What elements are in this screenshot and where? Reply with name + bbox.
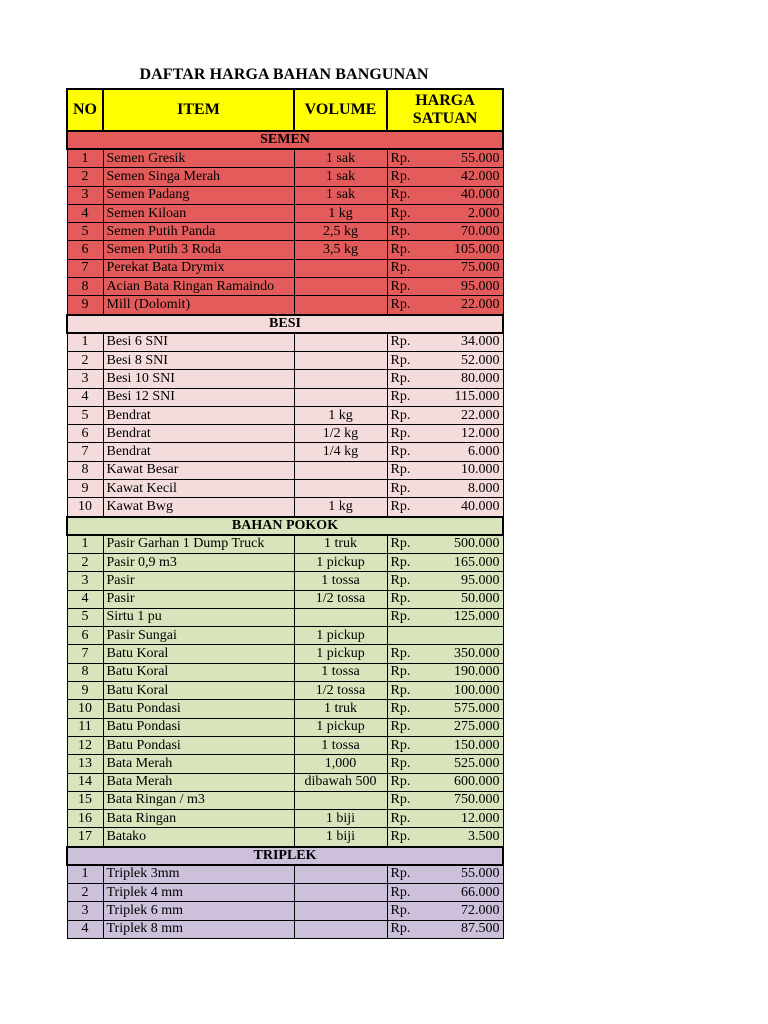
row-no: 16 (67, 810, 103, 828)
row-volume: 1/4 kg (294, 443, 387, 461)
row-no: 13 (67, 755, 103, 773)
table-row (67, 186, 503, 204)
row-no: 3 (67, 186, 103, 204)
row-volume: 1 pickup (294, 718, 387, 736)
row-volume: 1 tossa (294, 572, 387, 590)
row-volume (294, 920, 387, 938)
row-currency: Rp. (387, 296, 425, 315)
row-price: 275.000 (425, 718, 503, 736)
section-header-pokok (67, 517, 503, 535)
row-item: Semen Putih 3 Roda (103, 241, 294, 259)
row-volume (294, 333, 387, 352)
row-currency: Rp. (387, 828, 425, 847)
table-row (67, 425, 503, 443)
row-price: 2.000 (425, 204, 503, 222)
row-price: 105.000 (425, 241, 503, 259)
row-item: Kawat Bwg (103, 498, 294, 517)
table-row (67, 461, 503, 479)
row-item: Batako (103, 828, 294, 847)
row-price: 40.000 (425, 186, 503, 204)
row-no: 6 (67, 627, 103, 645)
row-item: Semen Putih Panda (103, 223, 294, 241)
row-currency: Rp. (387, 149, 425, 168)
row-price: 525.000 (425, 755, 503, 773)
table-row (67, 480, 503, 498)
table-row (67, 627, 503, 645)
row-volume: 1 kg (294, 498, 387, 517)
row-item: Bata Merah (103, 773, 294, 791)
row-no: 5 (67, 406, 103, 424)
row-currency: Rp. (387, 590, 425, 608)
row-volume (294, 259, 387, 277)
row-currency: Rp. (387, 351, 425, 369)
table-row (67, 241, 503, 259)
table-row (67, 902, 503, 920)
section-title: TRIPLEK (67, 847, 503, 865)
row-no: 4 (67, 920, 103, 938)
row-price: 95.000 (425, 278, 503, 296)
row-currency: Rp. (387, 883, 425, 901)
row-price: 95.000 (425, 572, 503, 590)
row-volume (294, 865, 387, 884)
section-title: BESI (67, 315, 503, 333)
row-item: Batu Pondasi (103, 718, 294, 736)
row-no: 2 (67, 168, 103, 186)
row-volume: 1 sak (294, 186, 387, 204)
row-price: 72.000 (425, 902, 503, 920)
row-price (425, 627, 503, 645)
row-volume: 3,5 kg (294, 241, 387, 259)
row-no: 9 (67, 296, 103, 315)
row-price: 125.000 (425, 608, 503, 626)
row-no: 6 (67, 241, 103, 259)
table-row (67, 149, 503, 168)
header-harga: HARGA (415, 92, 475, 109)
row-volume (294, 480, 387, 498)
row-currency: Rp. (387, 443, 425, 461)
row-volume (294, 296, 387, 315)
row-no: 6 (67, 425, 103, 443)
row-item: Pasir (103, 590, 294, 608)
section-header-besi (67, 315, 503, 333)
row-item: Bendrat (103, 425, 294, 443)
row-no: 3 (67, 902, 103, 920)
row-currency: Rp. (387, 370, 425, 388)
row-price: 80.000 (425, 370, 503, 388)
row-price: 55.000 (425, 865, 503, 884)
row-volume (294, 370, 387, 388)
row-price: 6.000 (425, 443, 503, 461)
row-no: 4 (67, 204, 103, 222)
row-item: Kawat Besar (103, 461, 294, 479)
row-price: 87.500 (425, 920, 503, 938)
row-currency: Rp. (387, 736, 425, 754)
row-currency: Rp. (387, 902, 425, 920)
section-header-triplek (67, 847, 503, 865)
row-currency: Rp. (387, 425, 425, 443)
table-row (67, 773, 503, 791)
row-item: Batu Koral (103, 682, 294, 700)
table-row (67, 370, 503, 388)
row-item: Batu Pondasi (103, 736, 294, 754)
row-currency: Rp. (387, 388, 425, 406)
row-price: 10.000 (425, 461, 503, 479)
row-no: 5 (67, 608, 103, 626)
row-currency: Rp. (387, 535, 425, 554)
row-volume: 1/2 tossa (294, 682, 387, 700)
row-volume: 1 truk (294, 535, 387, 554)
row-price: 600.000 (425, 773, 503, 791)
row-item: Semen Singa Merah (103, 168, 294, 186)
row-volume: 1 truk (294, 700, 387, 718)
header-volume: VOLUME (294, 89, 387, 131)
row-currency: Rp. (387, 810, 425, 828)
row-item: Pasir Garhan 1 Dump Truck (103, 535, 294, 554)
row-volume: 2,5 kg (294, 223, 387, 241)
row-price: 150.000 (425, 736, 503, 754)
table-row (67, 736, 503, 754)
row-volume (294, 608, 387, 626)
header-item: ITEM (103, 89, 294, 131)
row-volume (294, 351, 387, 369)
row-no: 9 (67, 480, 103, 498)
row-no: 5 (67, 223, 103, 241)
row-price: 100.000 (425, 682, 503, 700)
row-currency: Rp. (387, 572, 425, 590)
table-row (67, 718, 503, 736)
row-currency: Rp. (387, 480, 425, 498)
row-no: 8 (67, 461, 103, 479)
row-currency: Rp. (387, 645, 425, 663)
table-row (67, 333, 503, 352)
table-row (67, 168, 503, 186)
row-currency: Rp. (387, 333, 425, 352)
table-row (67, 883, 503, 901)
row-no: 7 (67, 443, 103, 461)
row-volume: 1,000 (294, 755, 387, 773)
row-no: 3 (67, 572, 103, 590)
row-item: Triplek 8 mm (103, 920, 294, 938)
row-price: 52.000 (425, 351, 503, 369)
row-price: 66.000 (425, 883, 503, 901)
table-row (67, 406, 503, 424)
row-price: 42.000 (425, 168, 503, 186)
row-currency: Rp. (387, 755, 425, 773)
row-volume: 1/2 kg (294, 425, 387, 443)
row-price: 22.000 (425, 296, 503, 315)
row-volume (294, 902, 387, 920)
row-price: 12.000 (425, 810, 503, 828)
row-volume: 1 sak (294, 149, 387, 168)
row-volume: 1 tossa (294, 663, 387, 681)
row-no: 1 (67, 333, 103, 352)
row-volume: 1 pickup (294, 553, 387, 571)
table-row (67, 590, 503, 608)
row-currency: Rp. (387, 608, 425, 626)
row-currency: Rp. (387, 259, 425, 277)
row-no: 1 (67, 149, 103, 168)
table-row (67, 498, 503, 517)
row-currency: Rp. (387, 920, 425, 938)
row-currency: Rp. (387, 791, 425, 809)
row-currency: Rp. (387, 278, 425, 296)
row-volume: 1 kg (294, 406, 387, 424)
row-currency: Rp. (387, 223, 425, 241)
row-no: 11 (67, 718, 103, 736)
row-no: 9 (67, 682, 103, 700)
row-no: 2 (67, 553, 103, 571)
row-item: Triplek 6 mm (103, 902, 294, 920)
row-no: 1 (67, 865, 103, 884)
row-price: 55.000 (425, 149, 503, 168)
row-volume (294, 461, 387, 479)
table-row (67, 865, 503, 884)
row-volume: 1 biji (294, 828, 387, 847)
row-price: 575.000 (425, 700, 503, 718)
row-no: 8 (67, 278, 103, 296)
header-no: NO (67, 89, 103, 131)
row-item: Mill (Dolomit) (103, 296, 294, 315)
section-title: BAHAN POKOK (67, 517, 503, 535)
row-price: 3.500 (425, 828, 503, 847)
row-no: 10 (67, 498, 103, 517)
row-price: 750.000 (425, 791, 503, 809)
table-header-row (67, 89, 503, 131)
section-header-semen (67, 131, 503, 149)
section-title: SEMEN (67, 131, 503, 149)
row-item: Semen Kiloan (103, 204, 294, 222)
row-no: 7 (67, 645, 103, 663)
row-currency: Rp. (387, 168, 425, 186)
row-item: Semen Padang (103, 186, 294, 204)
table-row (67, 755, 503, 773)
row-volume: 1 kg (294, 204, 387, 222)
table-row (67, 920, 503, 938)
row-price: 50.000 (425, 590, 503, 608)
row-no: 4 (67, 388, 103, 406)
row-currency: Rp. (387, 553, 425, 571)
table-row (67, 682, 503, 700)
table-row (67, 535, 503, 554)
row-currency: Rp. (387, 241, 425, 259)
row-currency: Rp. (387, 663, 425, 681)
row-item: Besi 6 SNI (103, 333, 294, 352)
row-currency: Rp. (387, 773, 425, 791)
row-price: 70.000 (425, 223, 503, 241)
row-volume: 1 tossa (294, 736, 387, 754)
header-satuan: SATUAN (412, 110, 478, 127)
row-volume (294, 791, 387, 809)
row-no: 1 (67, 535, 103, 554)
row-volume: 1 biji (294, 810, 387, 828)
row-price: 12.000 (425, 425, 503, 443)
row-volume: dibawah 500 (294, 773, 387, 791)
page-title: DAFTAR HARGA BAHAN BANGUNAN (139, 66, 429, 83)
row-item: Besi 8 SNI (103, 351, 294, 369)
row-item: Pasir (103, 572, 294, 590)
row-volume: 1/2 tossa (294, 590, 387, 608)
row-no: 14 (67, 773, 103, 791)
row-price: 8.000 (425, 480, 503, 498)
table-row (67, 810, 503, 828)
row-item: Kawat Kecil (103, 480, 294, 498)
row-currency: Rp. (387, 406, 425, 424)
row-item: Bendrat (103, 443, 294, 461)
row-volume: 1 sak (294, 168, 387, 186)
table-row (67, 351, 503, 369)
price-table (66, 88, 504, 939)
row-currency: Rp. (387, 498, 425, 517)
row-item: Acian Bata Ringan Ramaindo (103, 278, 294, 296)
row-no: 8 (67, 663, 103, 681)
row-no: 10 (67, 700, 103, 718)
row-item: Semen Gresik (103, 149, 294, 168)
row-currency: Rp. (387, 461, 425, 479)
table-row (67, 553, 503, 571)
row-volume (294, 883, 387, 901)
row-currency: Rp. (387, 865, 425, 884)
row-currency: Rp. (387, 682, 425, 700)
row-item: Bata Ringan / m3 (103, 791, 294, 809)
row-item: Bata Ringan (103, 810, 294, 828)
row-item: Pasir Sungai (103, 627, 294, 645)
row-currency: Rp. (387, 718, 425, 736)
table-row (67, 700, 503, 718)
table-row (67, 296, 503, 315)
row-item: Batu Koral (103, 645, 294, 663)
row-volume: 1 pickup (294, 627, 387, 645)
row-item: Triplek 4 mm (103, 883, 294, 901)
row-price: 22.000 (425, 406, 503, 424)
header-harga-satuan (387, 89, 503, 131)
table-row (67, 608, 503, 626)
table-body (67, 131, 503, 938)
table-row (67, 791, 503, 809)
row-price: 115.000 (425, 388, 503, 406)
row-item: Batu Pondasi (103, 700, 294, 718)
table-row (67, 388, 503, 406)
row-price: 190.000 (425, 663, 503, 681)
table-row (67, 828, 503, 847)
row-price: 40.000 (425, 498, 503, 517)
row-price: 75.000 (425, 259, 503, 277)
table-row (67, 443, 503, 461)
row-price: 500.000 (425, 535, 503, 554)
row-no: 2 (67, 883, 103, 901)
row-volume (294, 388, 387, 406)
row-item: Besi 10 SNI (103, 370, 294, 388)
row-no: 3 (67, 370, 103, 388)
row-currency (387, 627, 425, 645)
table-row (67, 663, 503, 681)
table-row (67, 645, 503, 663)
table-row (67, 204, 503, 222)
row-volume: 1 pickup (294, 645, 387, 663)
row-price: 34.000 (425, 333, 503, 352)
row-no: 17 (67, 828, 103, 847)
row-no: 7 (67, 259, 103, 277)
table-row (67, 278, 503, 296)
row-price: 350.000 (425, 645, 503, 663)
row-item: Triplek 3mm (103, 865, 294, 884)
row-item: Bata Merah (103, 755, 294, 773)
row-item: Perekat Bata Drymix (103, 259, 294, 277)
row-volume (294, 278, 387, 296)
row-item: Pasir 0,9 m3 (103, 553, 294, 571)
row-item: Batu Koral (103, 663, 294, 681)
table-row (67, 223, 503, 241)
row-no: 2 (67, 351, 103, 369)
row-no: 12 (67, 736, 103, 754)
row-item: Sirtu 1 pu (103, 608, 294, 626)
row-item: Besi 12 SNI (103, 388, 294, 406)
row-price: 165.000 (425, 553, 503, 571)
row-item: Bendrat (103, 406, 294, 424)
row-currency: Rp. (387, 700, 425, 718)
row-no: 15 (67, 791, 103, 809)
row-currency: Rp. (387, 204, 425, 222)
table-row (67, 572, 503, 590)
table-row (67, 259, 503, 277)
row-currency: Rp. (387, 186, 425, 204)
row-no: 4 (67, 590, 103, 608)
